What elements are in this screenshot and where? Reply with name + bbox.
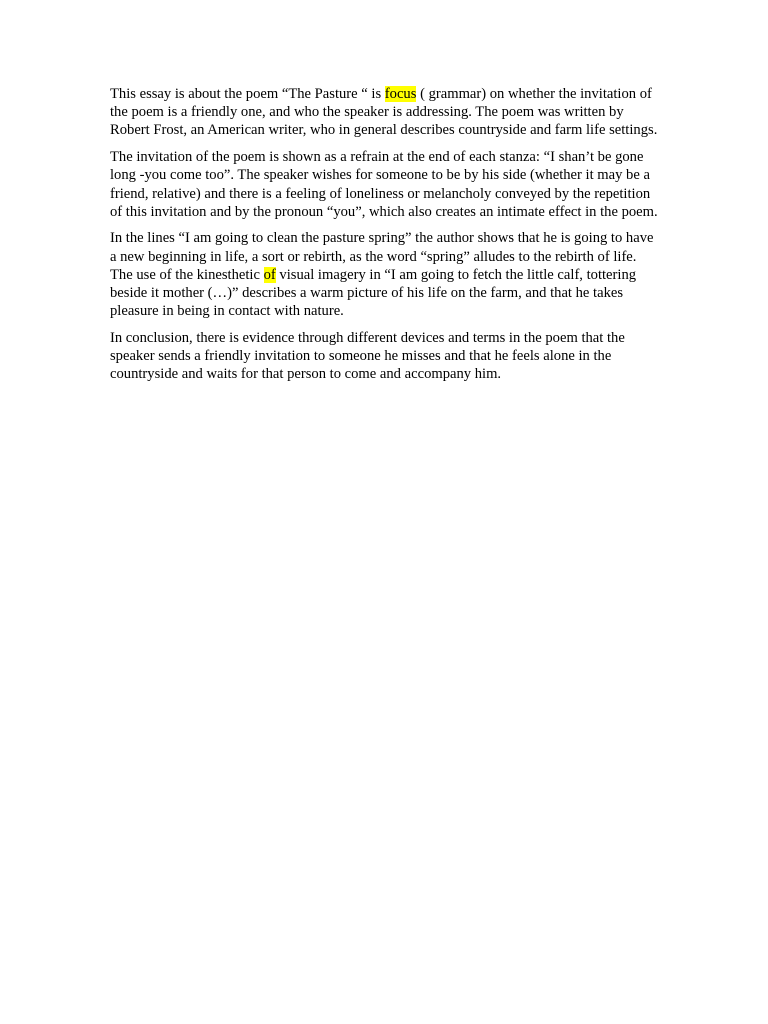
paragraph-intro <box>110 85 660 140</box>
paragraph-text: In the lines “I am going to clean the pasture spring” the author shows that he is going to have a new beginning in life, a sort or rebirth, as the word “spring” alludes to the rebirth of life. The use of the kinesthetic <box>110 230 654 283</box>
highlighted-word: focus <box>384 86 417 102</box>
paragraph-imagery <box>110 229 660 320</box>
paragraph-invitation: The invitation of the poem is shown as a refrain at the end of each stanza: “I shan’t be gone long -you come too”. The speaker wishes for someone to be by his side (whether it may be a friend, relative) and there is a feeling of loneliness or melancholy conveyed by the repetition of this invitation and by the pronoun “you”, which also creates an intimate effect in the poem. <box>110 149 658 220</box>
essay-body <box>110 85 660 392</box>
paragraph-text: This essay is about the poem “The Pasture “ is <box>110 86 385 102</box>
highlighted-word: of <box>263 266 276 283</box>
paragraph-conclusion: In conclusion, there is evidence through different devices and terms in the poem that the speaker sends a friendly invitation to someone he misses and that he feels alone in the countryside and waits for that person to come and accompany him. <box>110 329 625 383</box>
paragraph-text: ( grammar) on whether the invitation of the poem is a friendly one, and who the speaker is addressing. The poem was written by Robert Frost, an American writer, who in general describes countryside and farm life settings. <box>110 86 658 139</box>
paragraph-text: visual imagery in “I am going to fetch the little calf, tottering beside it mother (…)” describes a warm picture of his life on the farm, and that he takes pleasure in being in contact with nature. <box>110 266 637 320</box>
